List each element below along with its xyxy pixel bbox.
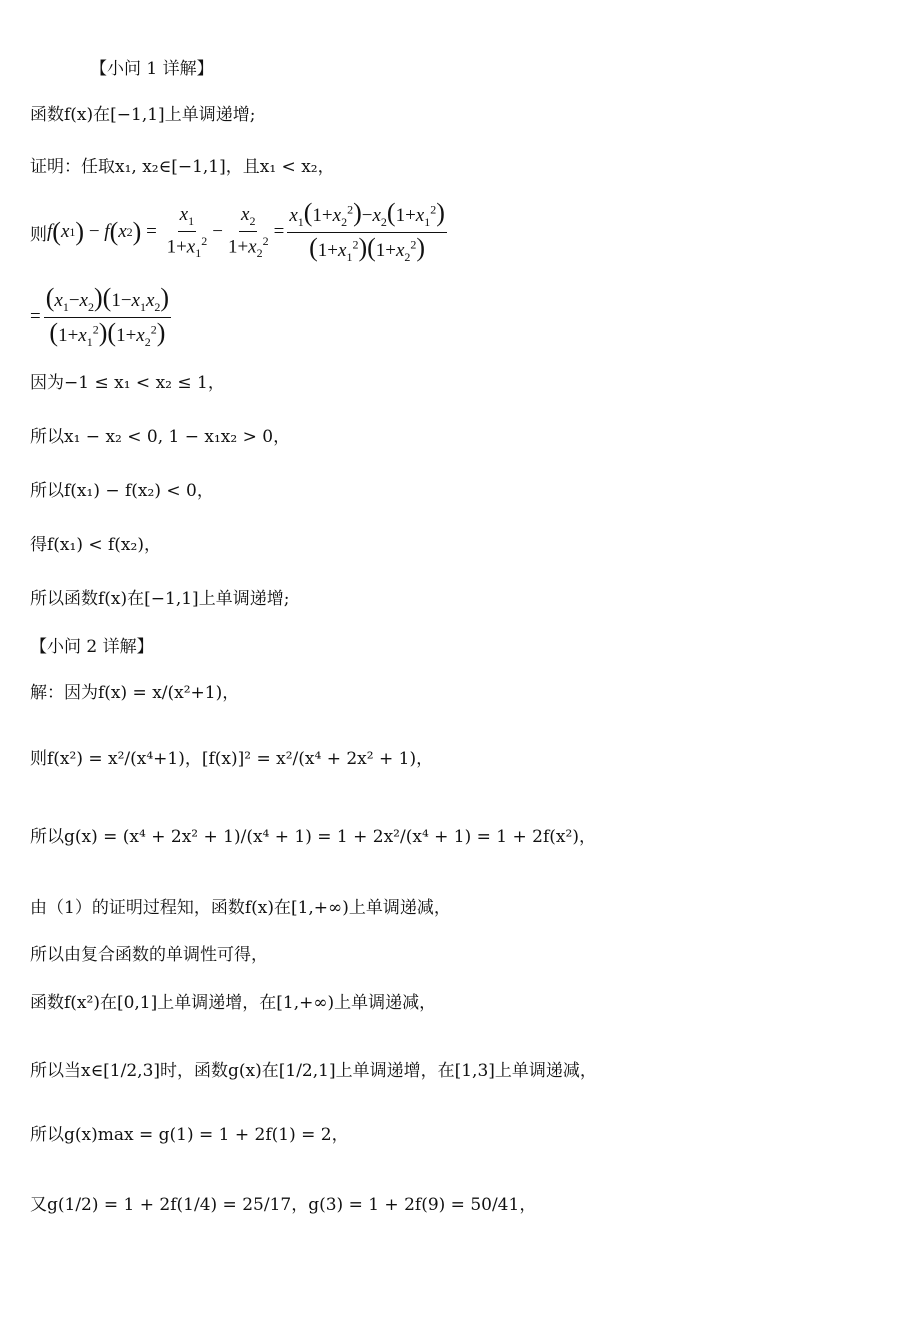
part2-s2-text: 则f(x²) = x²/(x⁴+1)，[f(x)]² = x²/(x⁴ + 2x² + 1)， bbox=[30, 749, 434, 769]
part2-heading-text: 【小问 2 详解】 bbox=[30, 637, 154, 657]
part1-step5-text: 所以f(x₁) − f(x₂) < 0， bbox=[30, 481, 214, 501]
part2-s6-text: 函数f(x²)在[0,1]上单调递增，在[1,+∞)上单调递减， bbox=[30, 993, 437, 1013]
part2-s1-text: 解：因为f(x) = x/(x²+1)， bbox=[30, 683, 240, 703]
part1-claim bbox=[30, 100, 255, 125]
part1-conclusion-text: 所以函数f(x)在[−1,1]上单调递增; bbox=[30, 589, 290, 609]
part1-heading-text: 【小问 1 详解】 bbox=[90, 59, 214, 79]
part1-proof-start-text: 证明：任取x₁, x₂∈[−1,1]，且x₁ < x₂， bbox=[30, 157, 335, 177]
part1-step6-text: 得f(x₁) < f(x₂)， bbox=[30, 535, 161, 555]
part2-s4 bbox=[30, 893, 451, 918]
part1-step3 bbox=[30, 368, 225, 393]
part2-s2 bbox=[30, 744, 433, 769]
part2-heading bbox=[30, 632, 154, 657]
part2-s7 bbox=[30, 1056, 597, 1081]
part2-s5-text: 所以由复合函数的单调性可得， bbox=[30, 945, 268, 965]
part2-s5 bbox=[30, 940, 268, 965]
part2-s1 bbox=[30, 678, 239, 703]
part2-s8-text: 所以g(x)max = g(1) = 1 + 2f(1) = 2， bbox=[30, 1125, 349, 1145]
part2-s9-text: 又g(1/2) = 1 + 2f(1/4) = 25/17，g(3) = 1 + 2f(9) = 50/41， bbox=[30, 1195, 537, 1215]
part2-s9 bbox=[30, 1190, 536, 1215]
part1-heading bbox=[90, 54, 214, 79]
part1-step4-text: 所以x₁ − x₂ < 0, 1 − x₁x₂ > 0， bbox=[30, 427, 291, 447]
part1-step1-formula: f ( x 1 ) − f ( x 2 ) = $\frac{x_1}{1+x_1^2}$ − $\frac{x_2}{1+x_2^2}$ = $\frac{x_1(1+x_2^2)-x_2(1+x_1^2)}{(1+x_1^2)(1+x_2^2)}$ bbox=[47, 198, 445, 264]
part1-step4 bbox=[30, 422, 290, 447]
part1-step5 bbox=[30, 476, 214, 501]
part1-step2-formula: = $\frac{(x_1-x_2)(1-x_1x_2)}{(1+x_1^2)(1+x_2^2)}$ bbox=[30, 283, 170, 349]
part2-s7-text: 所以当x∈[1/2,3]时，函数g(x)在[1/2,1]上单调递增，在[1,3]上单调递减， bbox=[30, 1061, 597, 1081]
part2-s8 bbox=[30, 1120, 349, 1145]
part2-s6 bbox=[30, 988, 436, 1013]
part1-proof-start bbox=[30, 152, 335, 177]
part1-claim-text: 函数f(x)在[−1,1]上单调递增; bbox=[30, 105, 256, 125]
part1-conclusion bbox=[30, 584, 289, 609]
part1-step3-text: 因为−1 ≤ x₁ < x₂ ≤ 1， bbox=[30, 373, 225, 393]
part2-s3-text: 所以g(x) = (x⁴ + 2x² + 1)/(x⁴ + 1) = 1 + 2x²/(x⁴ + 1) = 1 + 2f(x²)， bbox=[30, 827, 596, 847]
part2-s3 bbox=[30, 822, 596, 847]
part1-step6 bbox=[30, 530, 161, 555]
part1-step1 bbox=[30, 200, 450, 265]
part1-step2 bbox=[30, 285, 174, 350]
part2-s4-text: 由（1）的证明过程知，函数f(x)在[1,+∞)上单调递减， bbox=[30, 898, 451, 918]
part1-step1-prefix: 则 bbox=[30, 224, 47, 245]
